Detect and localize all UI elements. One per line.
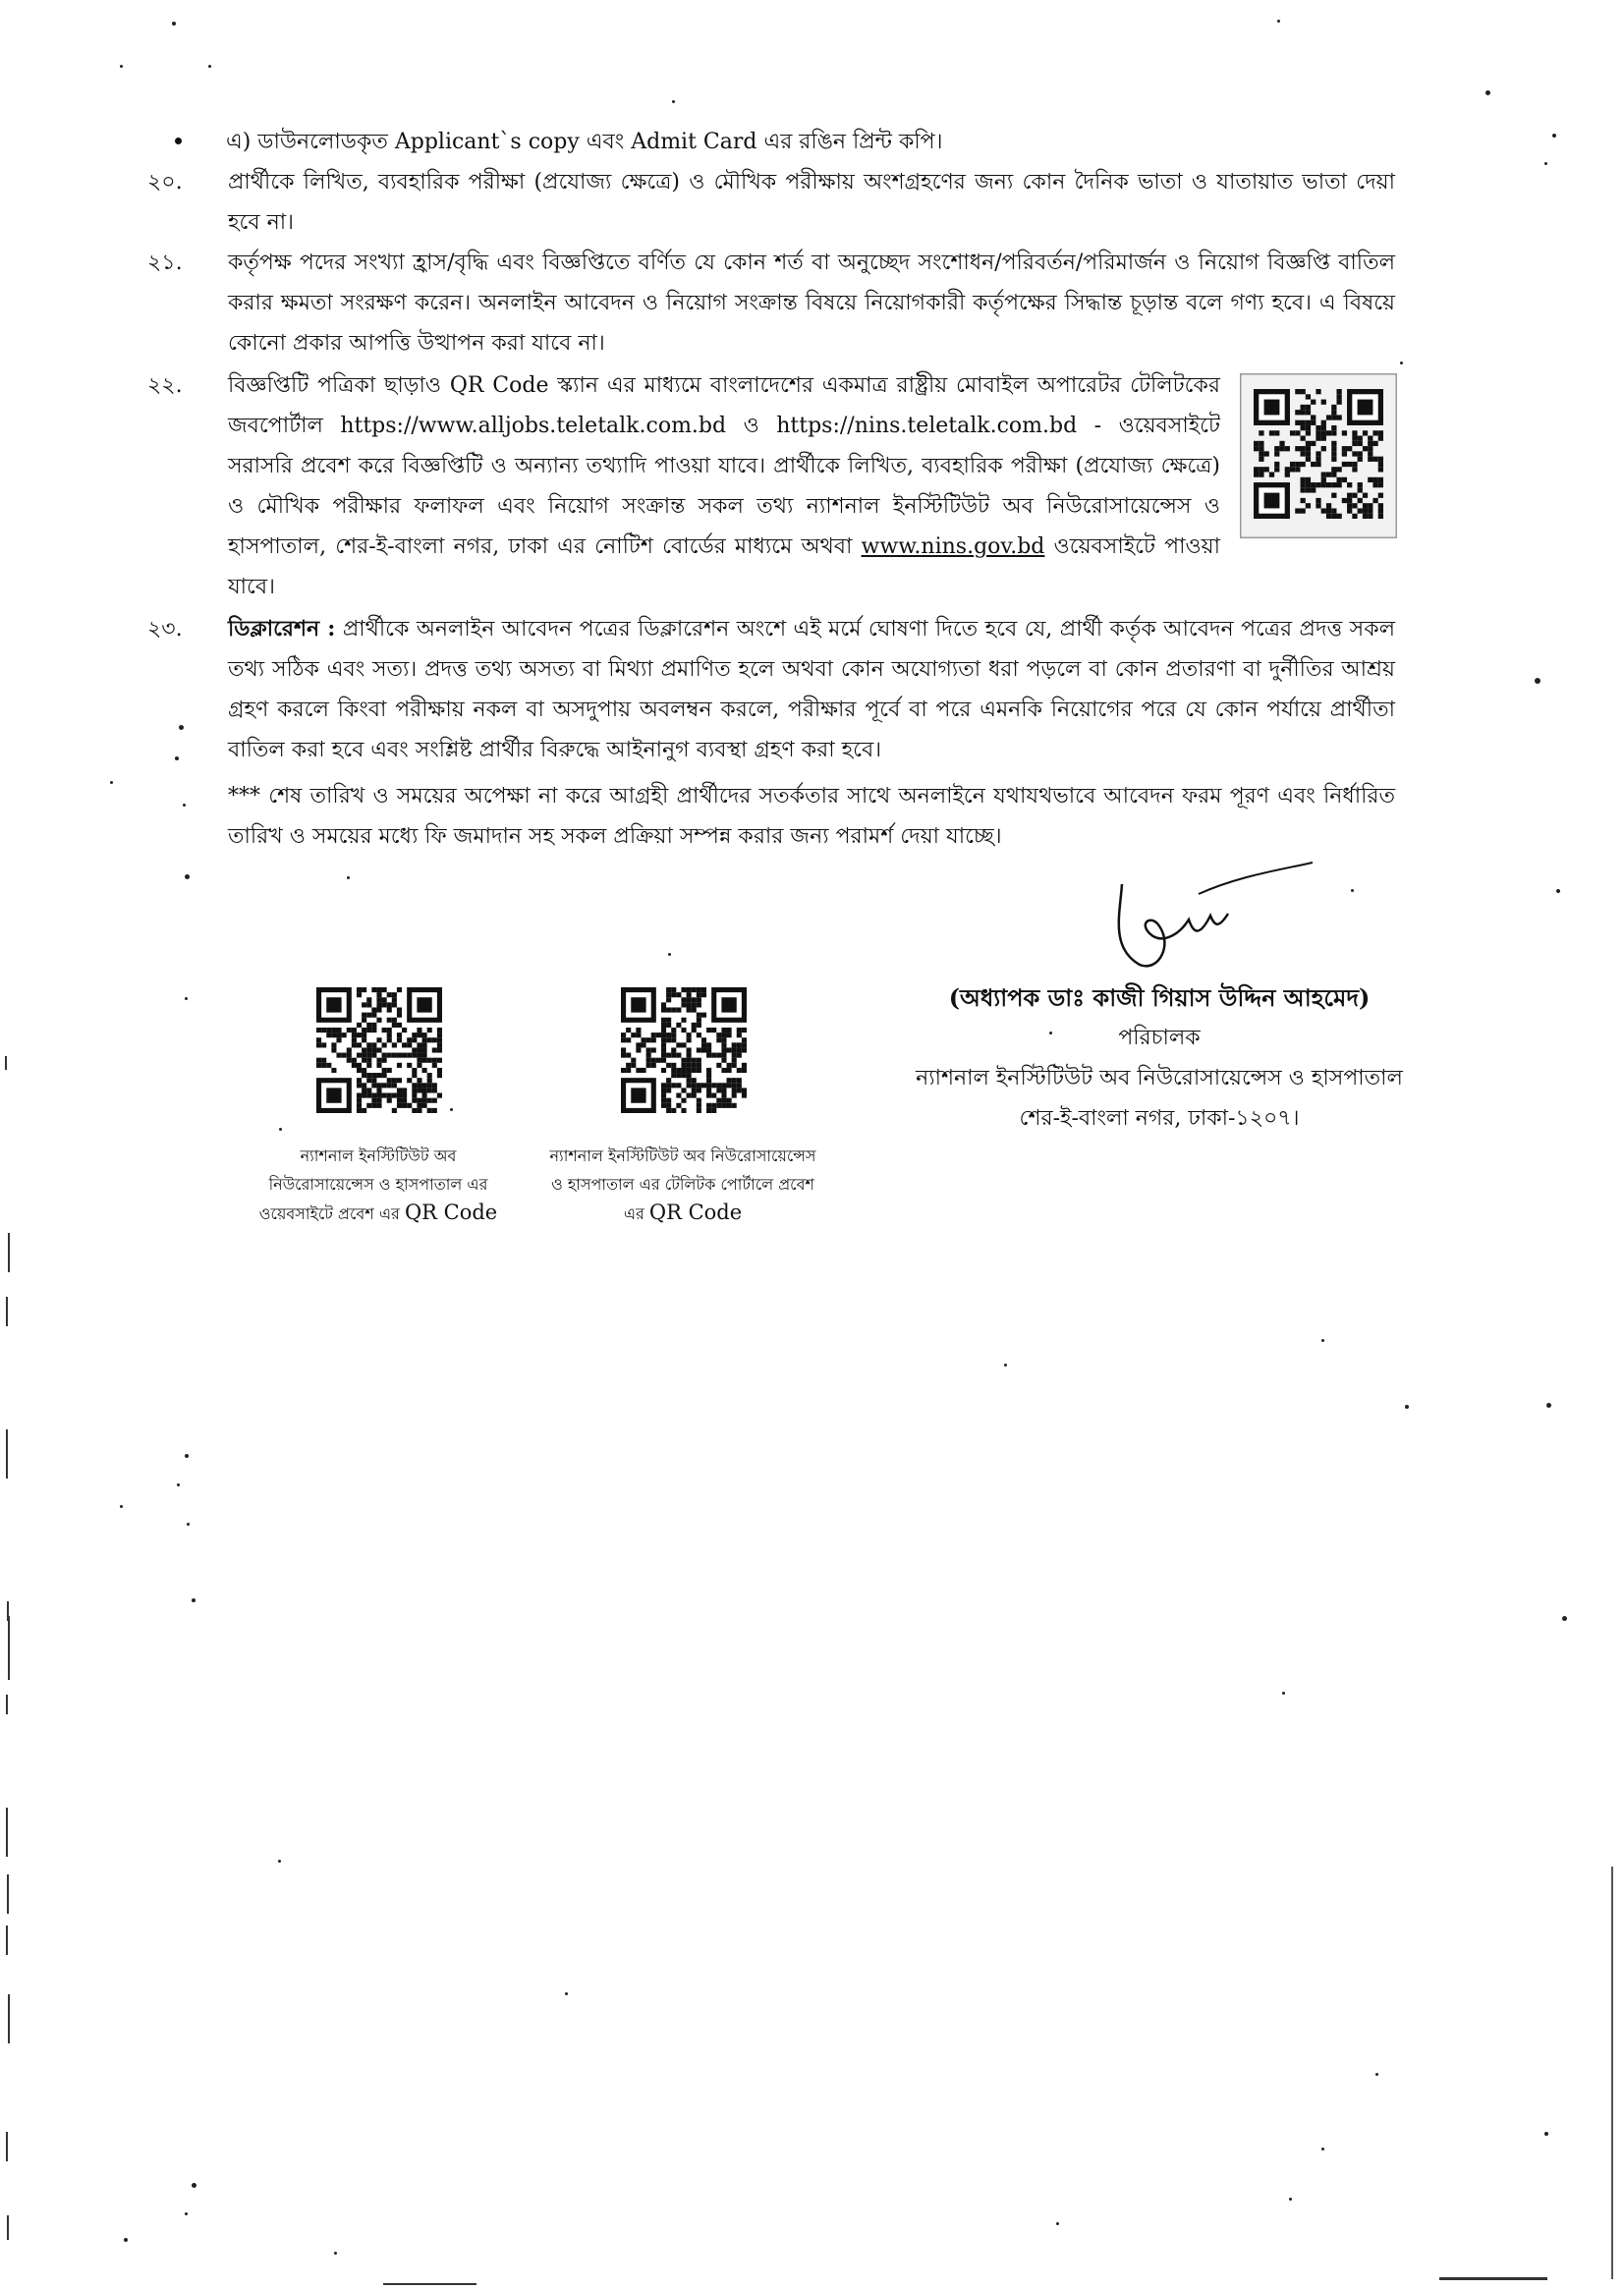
clause-number: ২০.: [147, 170, 183, 195]
qr-code-teletalk-icon: [619, 985, 749, 1115]
scan-speck: [1351, 889, 1354, 892]
signatory-name: (অধ্যাপক ডাঃ কাজী গিয়াস উদ্দিন আহমেদ): [948, 983, 1371, 1012]
scan-speck: [172, 22, 176, 26]
clause-text: কর্তৃপক্ষ পদের সংখ্যা হ্রাস/বৃদ্ধি এবং বিজ্ঞপ্তিতে বর্ণিত যে কোন শর্ত বা অনুচ্ছেদ সংশোধন/পরিবর্তন/পরিমার্জন ও নিয়োগ বিজ্ঞপ্তি বাতিল করার ক্ষমতা সংরক্ষণ করেন। অনলাইন আবেদন ও নিয়োগ সংক্রান্ত বিষয়ে নিয়োগকারী কর্তৃপক্ষের সিদ্ধান্ত চূড়ান্ত বলে গণ্য হবে। এ বিষয়ে কোনো প্রকার আপত্তি উত্থাপন করা যাবে না।: [228, 251, 1395, 356]
scan-speck: [179, 725, 184, 730]
scan-speck: [1321, 1339, 1324, 1342]
qr-code-graphic: [314, 985, 444, 1115]
clause-text-main: বিজ্ঞপ্তিটি পত্রিকা ছাড়াও QR Code স্ক্যান এর মাধ্যমে বাংলাদেশের একমাত্র রাষ্ট্রীয় মোবাইল অপারেটর টেলিটকের জবপোর্টাল https://www.alljobs.teletalk.com.bd ও https://nins.teletalk.com.bd - ওয়েবসাইটে সরাসরি প্রবেশ করে বিজ্ঞপ্তিটি ও অন্যান্য তথ্যাদি পাওয়া যাবে। প্রার্থীকে লিখিত, ব্যবহারিক পরীক্ষা (প্রযোজ্য ক্ষেত্রে) ও মৌখিক পরীক্ষার ফলাফল এবং নিয়োগ সংক্রান্ত সকল তথ্য ন্যাশনাল ইনস্টিটিউট অব নিউরোসায়েন্সেস ও হাসপাতাল, শের-ই-বাংলা নগর, ঢাকা এর নোটিশ বোর্ডের মাধ্যমে অথবা: [228, 373, 1220, 559]
qr-code-website-icon: [314, 985, 444, 1115]
scan-edge-mark: [6, 1926, 8, 1955]
scan-speck: [1544, 162, 1547, 165]
declaration-label: ডিক্লারেশন :: [228, 616, 336, 642]
scan-speck: [672, 100, 675, 103]
scan-speck: [1375, 2073, 1378, 2076]
scan-speck: [1049, 1032, 1052, 1034]
caption-line: [531, 1199, 835, 1228]
scan-speck: [185, 2212, 188, 2215]
caption-line: [226, 1199, 531, 1228]
bullet-dot: [175, 138, 182, 144]
scan-speck: [1321, 2148, 1324, 2150]
scan-edge-mark: [8, 1616, 10, 1680]
scan-speck: [1535, 678, 1540, 684]
caption-line: ন্যাশনাল ইনস্টিটিউট অব নিউরোসায়েন্সেস: [549, 1146, 816, 1165]
scan-speck: [187, 1523, 190, 1526]
clause-21: [147, 243, 1395, 363]
scan-edge-mark: [6, 1297, 8, 1326]
scan-speck: [347, 876, 350, 879]
scan-speck: [450, 1108, 453, 1111]
qr-caption-website: [226, 1142, 531, 1228]
scan-speck: [1546, 1403, 1551, 1408]
qr-code-graphic: [619, 985, 749, 1115]
clause-20: [147, 162, 1395, 243]
scan-speck: [124, 2238, 128, 2242]
scan-edge-mark: [6, 2132, 8, 2161]
handwritten-signature-icon: [1081, 855, 1316, 996]
clause-number: ২২.: [147, 373, 183, 398]
clause-text-tail: ওয়েবসাইটে পাওয়া যাবে।: [228, 534, 1220, 599]
clause-number: ২১.: [147, 251, 183, 275]
scan-edge-mark: [1439, 2277, 1547, 2280]
scan-edge-mark: [5, 1056, 7, 1070]
nins-website-link[interactable]: www.nins.gov.bd: [861, 534, 1045, 559]
scan-speck: [1277, 20, 1280, 23]
qr-code-graphic: [1240, 373, 1397, 538]
signature-graphic: [1081, 855, 1316, 992]
scan-speck: [175, 756, 179, 760]
scan-edge-mark: [6, 1695, 8, 1714]
scan-speck: [192, 2183, 196, 2188]
scan-edge-mark: [7, 1874, 9, 1914]
scan-edge-mark: [7, 2215, 9, 2240]
advisory-note: *** শেষ তারিখ ও সময়ের অপেক্ষা না করে আগ্রহী প্রার্থীদের সতর্কতার সাথে অনলাইনে যথাযথভাবে আবেদন ফরম পূরণ এবং নির্ধারিত তারিখ ও সময়ের মধ্যে ফি জমাদান সহ সকল প্রক্রিয়া সম্পন্ন করার জন্য পরামর্শ দেয়া যাচ্ছে।: [228, 784, 1395, 849]
clause-number: ২৩.: [147, 617, 183, 642]
scan-speck: [185, 874, 190, 879]
scan-speck: [192, 1598, 196, 1602]
admit-card-text: এ) ডাউনলোডকৃত Applicant`s copy এবং Admit Card এর রঙিন প্রিন্ট কপি।: [226, 130, 943, 154]
scan-speck: [208, 65, 211, 68]
scan-speck: [1562, 1616, 1567, 1621]
scan-speck: [1552, 134, 1556, 138]
scan-edge-mark: [8, 1233, 10, 1272]
caption-text: ওয়েবসাইটে প্রবেশ এর: [258, 1204, 400, 1223]
scan-speck: [1289, 2198, 1292, 2201]
caption-line: নিউরোসায়েন্সেস ও হাসপাতাল এর: [268, 1175, 488, 1194]
scan-speck: [177, 1483, 180, 1486]
signatory-address: শের-ই-বাংলা নগর, ঢাকা-১২০৭।: [1019, 1106, 1300, 1131]
caption-text: এর: [623, 1204, 644, 1223]
scan-speck: [279, 1128, 282, 1131]
qr-caption-teletalk: [531, 1142, 835, 1228]
qr-code-icon: [1240, 373, 1397, 538]
scan-speck: [110, 781, 113, 784]
scan-speck: [565, 1992, 568, 1995]
scan-edge-mark: [6, 1429, 8, 1479]
scan-speck: [1056, 2222, 1059, 2225]
scan-speck: [1004, 1364, 1007, 1367]
scan-edge-mark: [8, 1994, 10, 2043]
clause-text: প্রার্থীকে লিখিত, ব্যবহারিক পরীক্ষা (প্রযোজ্য ক্ষেত্রে) ও মৌখিক পরীক্ষায় অংশগ্রহণের জন্য কোন দৈনিক ভাতা ও যাতায়াত ভাতা দেয়া হবে না।: [228, 170, 1395, 235]
signatory-block: [884, 977, 1434, 1139]
caption-line: ও হাসপাতাল এর টেলিটক পোর্টালে প্রবেশ: [551, 1175, 814, 1194]
signatory-designation: পরিচালক: [1118, 1026, 1201, 1050]
scan-speck: [1282, 1692, 1285, 1695]
scan-speck: [668, 953, 671, 956]
scan-speck: [1556, 889, 1560, 893]
scan-speck: [334, 2252, 337, 2255]
clause-23: [147, 609, 1395, 770]
scan-speck: [1405, 1405, 1409, 1409]
scan-speck: [278, 1860, 281, 1863]
caption-qr-word: QR Code: [404, 1201, 498, 1224]
scan-speck: [1485, 90, 1490, 95]
declaration-text: প্রার্থীকে অনলাইন আবেদন পত্রের ডিক্লারেশন অংশে এই মর্মে ঘোষণা দিতে হবে যে, প্রার্থী কর্তৃক আবেদন পত্রের প্রদত্ত সকল তথ্য সঠিক এবং সত্য। প্রদত্ত তথ্য অসত্য বা মিথ্যা প্রমাণিত হলে অথবা কোন অযোগ্যতা ধরা পড়লে বা কোন প্রতারণা বা দুর্নীতির আশ্রয় গ্রহণ করলে কিংবা পরীক্ষায় নকল বা অসদুপায় অবলম্বন করলে, পরীক্ষার পূর্বে বা পরে এমনকি নিয়োগের পরে যে কোন পর্যায়ে প্রার্থীতা বাতিল করা হবে এবং সংশ্লিষ্ট প্রার্থীর বিরুদ্ধে আইনানুগ ব্যবস্থা গ্রহণ করা হবে।: [228, 617, 1395, 762]
scan-speck: [185, 997, 188, 1000]
scan-edge-mark: [383, 2283, 476, 2285]
scan-edge-mark: [6, 1808, 8, 1857]
clause-22: [147, 365, 1395, 607]
scan-speck: [120, 65, 123, 68]
signatory-institute: ন্যাশনাল ইনস্টিটিউট অব নিউরোসায়েন্সেস ও হাসপাতাল: [916, 1066, 1403, 1090]
caption-line: ন্যাশনাল ইনস্টিটিউট অব: [300, 1146, 457, 1165]
scan-speck: [183, 804, 186, 807]
clause-text: [228, 609, 1395, 770]
admit-card-bullet: [177, 126, 942, 159]
caption-qr-word: QR Code: [648, 1201, 743, 1224]
scan-edge-mark: [1611, 1867, 1613, 2279]
scan-speck: [185, 1454, 189, 1458]
scan-speck: [1400, 362, 1403, 364]
clause-text: [228, 365, 1220, 607]
scan-speck: [120, 1505, 123, 1508]
scan-speck: [1544, 2132, 1548, 2136]
